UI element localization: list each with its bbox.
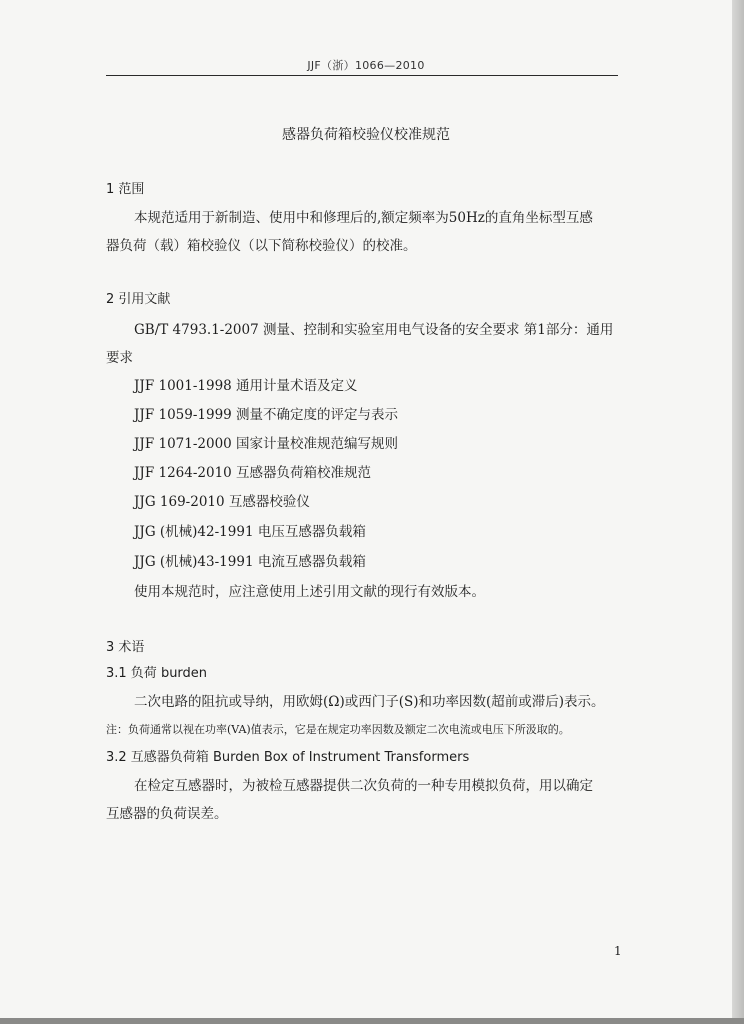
term-3-2-line-2: 互感器的负荷误差。 <box>106 806 228 822</box>
reference-item: JJF 1071-2000 国家计量校准规范编写规则 <box>134 436 399 452</box>
scan-right-edge <box>732 0 744 1024</box>
reference-item: JJF 1059-1999 测量不确定度的评定与表示 <box>134 407 399 423</box>
term-3-1-text: 二次电路的阻抗或导纳，用欧姆(Ω)或西门子(S)和功率因数(超前或滞后)表示。 <box>134 694 605 710</box>
term-3-2-heading: 3.2 互感器负荷箱 Burden Box of Instrument Transformers <box>106 750 470 765</box>
scope-line-1: 本规范适用于新制造、使用中和修理后的,额定频率为50Hz的直角坐标型互感 <box>134 210 593 226</box>
section-2-heading: 2 引用文献 <box>106 292 171 307</box>
header-rule <box>106 75 618 76</box>
reference-gb-line-2: 要求 <box>106 350 133 366</box>
scope-line-2: 器负荷（载）箱校验仪（以下简称校验仪）的校准。 <box>106 238 417 254</box>
term-3-1-heading: 3.1 负荷 burden <box>106 666 208 681</box>
section-1-heading: 1 范围 <box>106 182 145 197</box>
references-closing: 使用本规范时，应注意使用上述引用文献的现行有效版本。 <box>134 584 485 600</box>
reference-item: JJG 169-2010 互感器校验仪 <box>134 494 310 510</box>
reference-item: JJF 1264-2010 互感器负荷箱校准规范 <box>134 465 372 481</box>
reference-item: JJF 1001-1998 通用计量术语及定义 <box>134 378 358 394</box>
page-number: 1 <box>614 944 622 958</box>
term-3-2-line-1: 在检定互感器时，为被检互感器提供二次负荷的一种专用模拟负荷，用以确定 <box>134 778 593 794</box>
scan-bottom-edge <box>0 1018 744 1024</box>
section-3-heading: 3 术语 <box>106 640 145 655</box>
reference-item: JJG (机械)43-1991 电流互感器负载箱 <box>134 554 366 570</box>
reference-item: JJG (机械)42-1991 电压互感器负载箱 <box>134 524 366 540</box>
document-title: 感器负荷箱校验仪校准规范 <box>282 127 450 143</box>
reference-gb-line-1: GB/T 4793.1-2007 测量、控制和实验室用电气设备的安全要求 第1部分：通用 <box>134 322 614 338</box>
running-header: JJF（浙）1066—2010 <box>307 59 425 72</box>
term-3-1-note: 注：负荷通常以视在功率(VA)值表示，它是在规定功率因数及额定二次电流或电压下所汲取的。 <box>106 723 570 736</box>
